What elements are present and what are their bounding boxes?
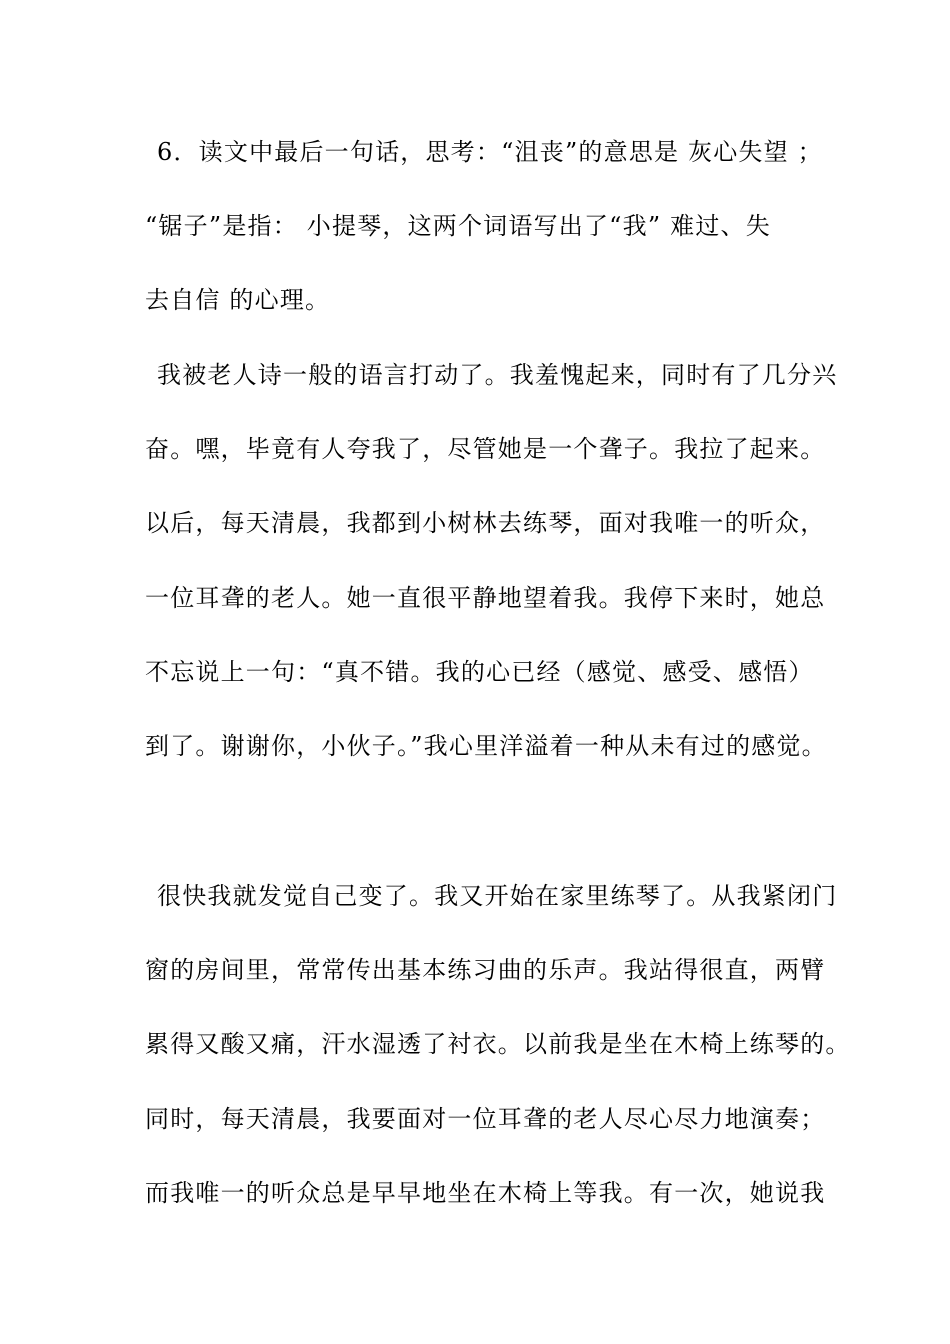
paragraph-2-line-3: 累得又酸又痛，汗水湿透了衬衣。以前我是坐在木椅上练琴的。 xyxy=(145,1030,851,1058)
paragraph-2-line-1: 很快我就发觉自己变了。我又开始在家里练琴了。从我紧闭门 xyxy=(157,882,838,910)
paragraph-1-line-6: 到了。谢谢你，小伙子。”我心里洋溢着一种从未有过的感觉。 xyxy=(145,732,827,760)
paragraph-1-line-2: 奋。嘿，毕竟有人夸我了，尽管她是一个聋子。我拉了起来。 xyxy=(145,435,826,463)
paragraph-2-line-4: 同时，每天清晨，我要面对一位耳聋的老人尽心尽力地演奏； xyxy=(145,1105,826,1133)
paragraph-1-line-5: 不忘说上一句：“真不错。我的心已经（感觉、感受、感悟） xyxy=(145,658,814,686)
paragraph-1-line-1: 我被老人诗一般的语言打动了。我羞愧起来，同时有了几分兴 xyxy=(157,361,838,389)
question-6-line-2: “锯子”是指： 小提琴，这两个词语写出了“我” 难过、失 xyxy=(145,212,771,240)
paragraph-2-line-2: 窗的房间里，常常传出基本练习曲的乐声。我站得很直，两臂 xyxy=(145,956,826,984)
paragraph-1-line-3: 以后，每天清晨，我都到小树林去练琴，面对我唯一的听众， xyxy=(145,509,826,537)
question-6-line-3: 去自信 的心理。 xyxy=(145,286,331,314)
question-6-line-1: 6．读文中最后一句话，思考：“沮丧”的意思是 灰心失望 ； xyxy=(157,138,823,166)
paragraph-1-line-4: 一位耳聋的老人。她一直很平静地望着我。我停下来时，她总 xyxy=(145,584,826,612)
paragraph-2-line-5: 而我唯一的听众总是早早地坐在木椅上等我。有一次，她说我 xyxy=(145,1179,826,1207)
